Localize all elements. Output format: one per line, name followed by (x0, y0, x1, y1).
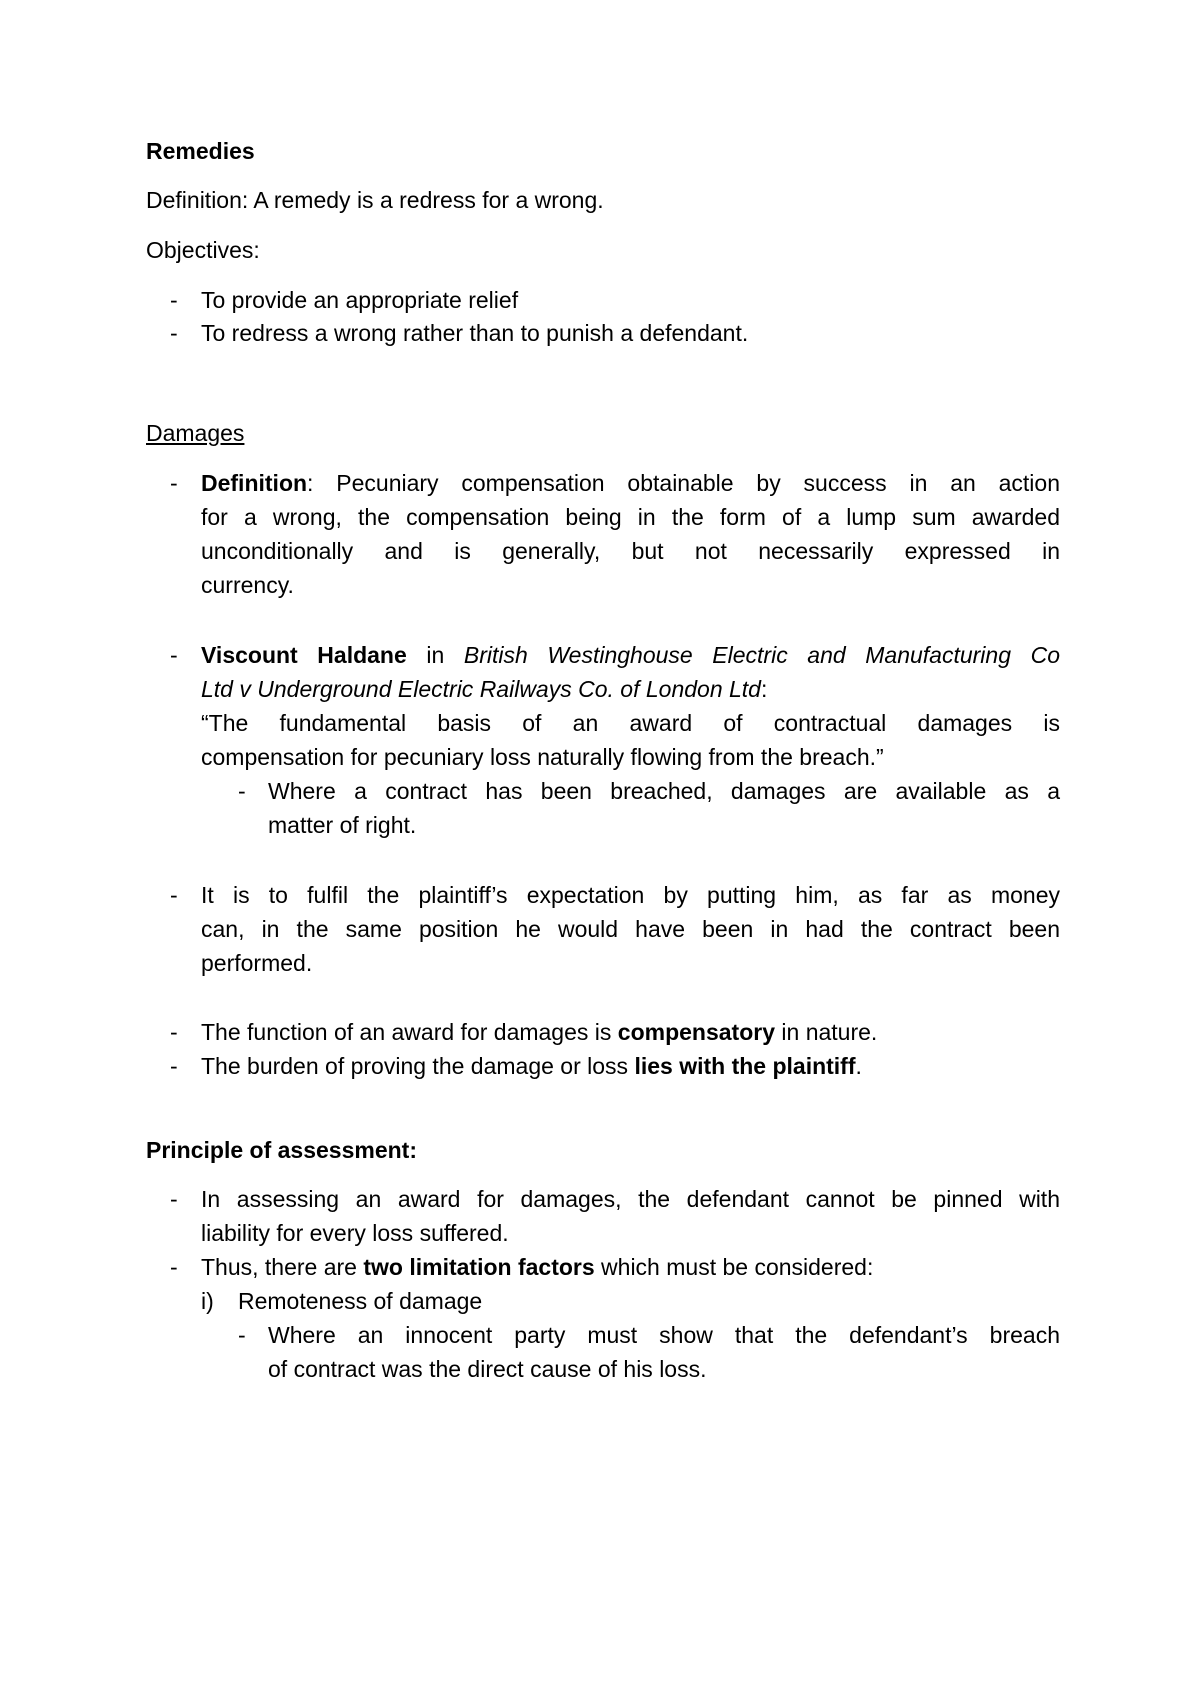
remoteness-line: of contract was the direct cause of his loss. (268, 1356, 707, 1382)
haldane-citation-line: Ltd v Underground Electric Railways Co. of London Ltd: (201, 676, 768, 702)
expectation-line: performed. (201, 950, 313, 976)
burden-line: The burden of proving the damage or loss lies with the plaintiff. (201, 1053, 862, 1079)
objective-item: To provide an appropriate relief (201, 287, 519, 313)
bullet-dash: - (170, 1186, 178, 1212)
bullet-dash: - (238, 1322, 246, 1348)
page-title: Remedies (146, 138, 255, 164)
assessment-line: In assessing an award for damages, the defendant cannot be pinned with (201, 1186, 1060, 1212)
function-line: The function of an award for damages is compensatory in nature. (201, 1019, 878, 1045)
haldane-quote-line: “The fundamental basis of an award of contractual damages is (201, 710, 1060, 736)
damages-definition-line: Definition: Pecuniary compensation obtainable by success in an action (201, 470, 1060, 496)
bullet-dash: - (170, 642, 178, 668)
sub-point-line: Where a contract has been breached, damages are available as a (268, 778, 1060, 804)
assessment-heading: Principle of assessment: (146, 1137, 417, 1163)
objective-item: To redress a wrong rather than to punish a defendant. (201, 320, 749, 346)
definition-text: Definition: A remedy is a redress for a wrong. (146, 187, 604, 213)
bullet-dash: - (170, 882, 178, 908)
bullet-dash: - (170, 320, 178, 346)
objectives-label: Objectives: (146, 237, 260, 263)
haldane-quote-line: compensation for pecuniary loss naturally flowing from the breach.” (201, 744, 884, 770)
sub-point-line: matter of right. (268, 812, 417, 838)
assessment-line: liability for every loss suffered. (201, 1220, 509, 1246)
bullet-dash: - (238, 778, 246, 804)
bullet-dash: - (170, 1254, 178, 1280)
damages-definition-line: currency. (201, 572, 294, 598)
list-marker: i) (201, 1288, 214, 1314)
bullet-dash: - (170, 1019, 178, 1045)
limitation-factors-line: Thus, there are two limitation factors which must be considered: (201, 1254, 874, 1280)
bullet-dash: - (170, 470, 178, 496)
damages-definition-line: unconditionally and is generally, but not necessarily expressed in (201, 538, 1060, 564)
remoteness-item: Remoteness of damage (238, 1288, 483, 1314)
remoteness-line: Where an innocent party must show that the defendant’s breach (268, 1322, 1060, 1348)
expectation-line: can, in the same position he would have been in had the contract been (201, 916, 1060, 942)
bullet-dash: - (170, 287, 178, 313)
damages-heading: Damages (146, 420, 245, 446)
expectation-line: It is to fulfil the plaintiff’s expectation by putting him, as far as money (201, 882, 1060, 908)
haldane-citation-line: Viscount Haldane in British Westinghouse Electric and Manufacturing Co (201, 642, 1060, 668)
bullet-dash: - (170, 1053, 178, 1079)
damages-definition-line: for a wrong, the compensation being in the form of a lump sum awarded (201, 504, 1060, 530)
